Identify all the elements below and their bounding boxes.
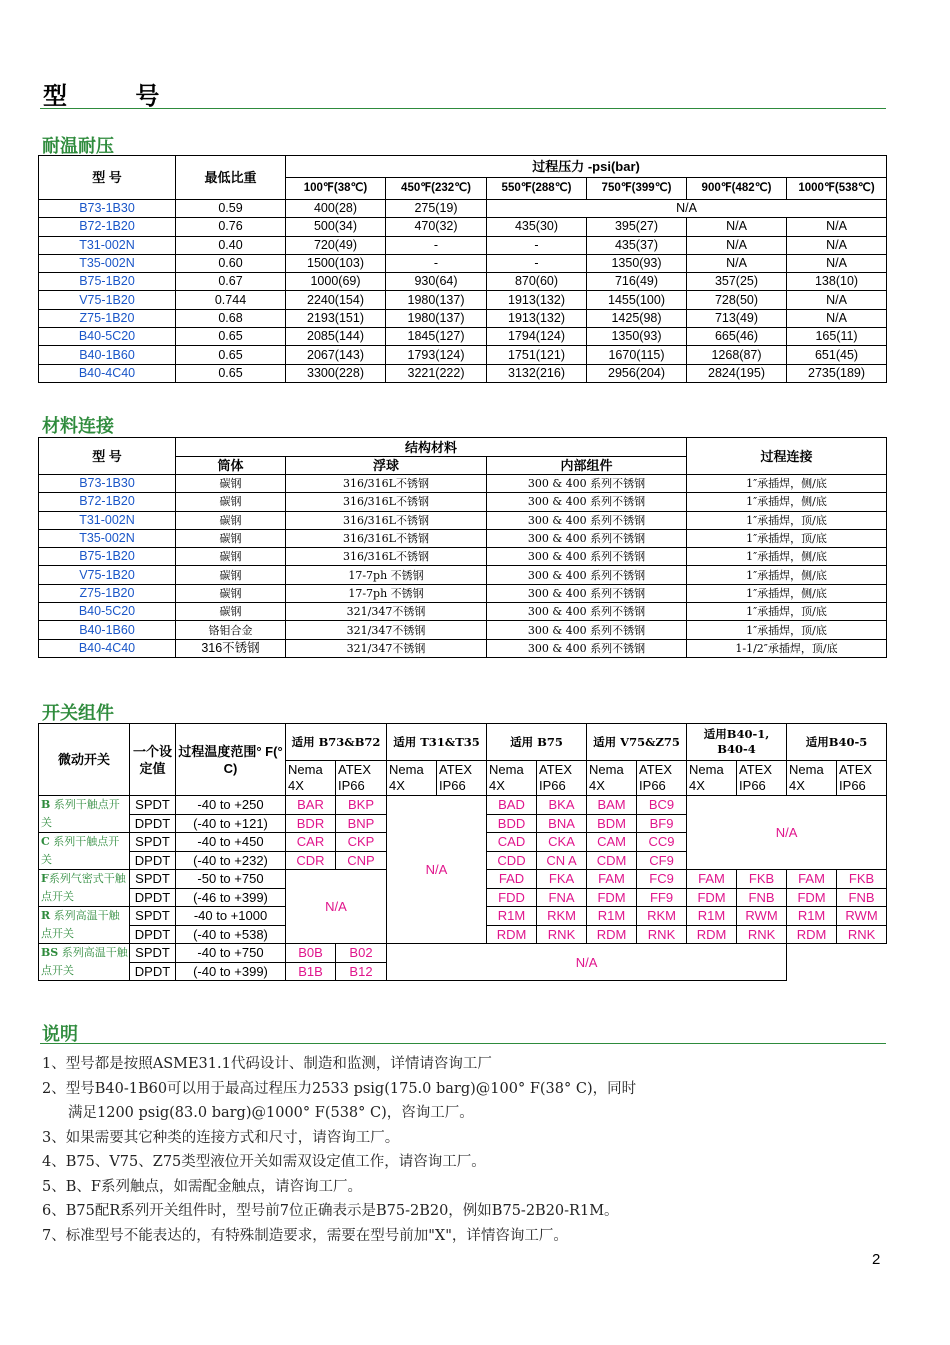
pressure-cell: 1845(127): [386, 328, 487, 346]
float-cell: 17-7ph 不锈钢: [286, 584, 487, 602]
temp-cell: -40 to +250: [176, 796, 286, 815]
atex-header: ATEX IP66: [437, 761, 487, 796]
code-cell: RNK: [837, 925, 887, 944]
body-cell: 铬钼合金: [176, 621, 286, 639]
code-cell: B0B: [286, 944, 336, 963]
code-cell: BF9: [637, 814, 687, 833]
table-row: [39, 291, 887, 309]
temp-cell: (-46 to +399): [176, 888, 286, 907]
code-cell: FNB: [737, 888, 787, 907]
notes-divider: [40, 1043, 886, 1044]
connection-cell: 1-1/2″承插焊，顶/底: [687, 639, 887, 657]
pressure-cell: N/A: [687, 236, 787, 254]
pole-cell: DPDT: [130, 888, 176, 907]
model-cell: T35-002N: [39, 254, 176, 272]
code-cell: R1M: [687, 907, 737, 926]
page-number: 2: [872, 1251, 881, 1268]
pole-cell: DPDT: [130, 962, 176, 981]
code-cell: FC9: [637, 870, 687, 889]
code-cell: BAM: [587, 796, 637, 815]
connection-cell: 1″承插焊，侧/底: [687, 566, 887, 584]
model-cell: B40-4C40: [39, 364, 176, 382]
pressure-cell: 1000(69): [286, 273, 386, 291]
body-cell: 碳钢: [176, 511, 286, 529]
header-setpoint: 一个设定值: [130, 724, 176, 796]
pressure-cell: 1980(137): [386, 309, 487, 327]
sg-cell: 0.65: [176, 346, 286, 364]
code-cell: CDR: [286, 851, 336, 870]
code-cell: FKA: [537, 870, 587, 889]
section-title-notes: 说明: [42, 1024, 78, 1044]
code-cell: BNP: [336, 814, 387, 833]
pressure-cell: 1268(87): [687, 346, 787, 364]
header-process-connection: 过程连接: [687, 438, 887, 475]
header-temp-range: 过程温度范围° F(° C): [176, 724, 286, 796]
code-cell: B1B: [286, 962, 336, 981]
code-cell: BNA: [537, 814, 587, 833]
code-cell: B02: [336, 944, 387, 963]
pressure-cell: 500(34): [286, 218, 386, 236]
nema-header: Nema 4X: [387, 761, 437, 796]
table-row: [39, 603, 887, 621]
model-cell: B40-1B60: [39, 621, 176, 639]
pressure-cell: 716(49): [587, 273, 687, 291]
internal-cell: 300 & 400 系列不锈钢: [487, 584, 687, 602]
model-cell: V75-1B20: [39, 566, 176, 584]
table-row: [39, 944, 887, 963]
table-row: [39, 584, 887, 602]
temp-header: 450℉(232℃): [386, 178, 487, 200]
internal-cell: 300 & 400 系列不锈钢: [487, 621, 687, 639]
nema-header: Nema 4X: [587, 761, 637, 796]
pressure-cell: 1670(115): [587, 346, 687, 364]
table-row: [39, 328, 887, 346]
code-cell: FDM: [787, 888, 837, 907]
pressure-cell: 2240(154): [286, 291, 386, 309]
table-row: [39, 493, 887, 511]
pressure-cell: 357(25): [687, 273, 787, 291]
code-cell: CAD: [487, 833, 537, 852]
model-cell: Z75-1B20: [39, 309, 176, 327]
pressure-cell: 165(11): [787, 328, 887, 346]
pole-cell: SPDT: [130, 833, 176, 852]
table-row: [39, 309, 887, 327]
model-cell: T35-002N: [39, 529, 176, 547]
internal-cell: 300 & 400 系列不锈钢: [487, 603, 687, 621]
internal-cell: 300 & 400 系列不锈钢: [487, 548, 687, 566]
header-float: 浮球: [286, 457, 487, 475]
code-cell: BDD: [487, 814, 537, 833]
code-cell: CDD: [487, 851, 537, 870]
pressure-cell: 930(64): [386, 273, 487, 291]
internal-cell: 300 & 400 系列不锈钢: [487, 511, 687, 529]
temp-cell: -40 to +1000: [176, 907, 286, 926]
code-cell: CKP: [336, 833, 387, 852]
code-cell: RKM: [537, 907, 587, 926]
table-row: [39, 346, 887, 364]
connection-cell: 1″承插焊，顶/底: [687, 511, 887, 529]
atex-header: ATEX IP66: [336, 761, 387, 796]
internal-cell: 300 & 400 系列不锈钢: [487, 493, 687, 511]
pole-cell: DPDT: [130, 925, 176, 944]
pressure-cell: 870(60): [487, 273, 587, 291]
table-row: [39, 621, 887, 639]
pressure-cell: -: [386, 254, 487, 272]
body-cell: 碳钢: [176, 566, 286, 584]
code-cell: FAD: [487, 870, 537, 889]
code-cell: BC9: [637, 796, 687, 815]
sg-cell: 0.65: [176, 364, 286, 382]
pressure-cell: 665(46): [687, 328, 787, 346]
pressure-cell: 2824(195): [687, 364, 787, 382]
table-row: [39, 273, 887, 291]
pressure-cell: -: [487, 254, 587, 272]
body-cell: 碳钢: [176, 603, 286, 621]
model-cell: B73-1B30: [39, 200, 176, 218]
code-cell: RNK: [737, 925, 787, 944]
group-header: 适用 B73&B72: [286, 724, 387, 761]
code-cell: FNA: [537, 888, 587, 907]
pressure-cell: N/A: [787, 291, 887, 309]
code-cell: FKB: [737, 870, 787, 889]
pressure-cell: 400(28): [286, 200, 386, 218]
pressure-cell: -: [386, 236, 487, 254]
temp-cell: (-40 to +399): [176, 962, 286, 981]
model-cell: B72-1B20: [39, 493, 176, 511]
float-cell: 316/316L不锈钢: [286, 475, 487, 493]
table-row: [39, 639, 887, 657]
pressure-cell: N/A: [687, 218, 787, 236]
na-cell: N/A: [687, 796, 887, 870]
connection-cell: 1″承插焊，顶/底: [687, 529, 887, 547]
code-cell: RDM: [587, 925, 637, 944]
code-cell: RNK: [537, 925, 587, 944]
sg-cell: 0.65: [176, 328, 286, 346]
note-item: 6、B75配R系列开关组件时，型号前7位正确表示是B75-2B20，例如B75-2B20-R1M。: [42, 1203, 619, 1219]
code-cell: RDM: [687, 925, 737, 944]
code-cell: FAM: [787, 870, 837, 889]
model-cell: B73-1B30: [39, 475, 176, 493]
group-header: 适用 B75: [487, 724, 587, 761]
code-cell: BAD: [487, 796, 537, 815]
group-header: 适用 V75&Z75: [587, 724, 687, 761]
pressure-cell: 3300(228): [286, 364, 386, 382]
code-cell: FF9: [637, 888, 687, 907]
pressure-cell: 3221(222): [386, 364, 487, 382]
pressure-cell: 435(37): [587, 236, 687, 254]
pressure-cell: 713(49): [687, 309, 787, 327]
header-struct-material: 结构材料: [176, 438, 687, 457]
pressure-cell-na: N/A: [487, 200, 887, 218]
header-internal: 内部组件: [487, 457, 687, 475]
model-cell: B75-1B20: [39, 273, 176, 291]
table-row: [39, 218, 887, 236]
pressure-cell: 1913(132): [487, 309, 587, 327]
note-item: 7、标准型号不能表达的，有特殊制造要求，需要在型号前加"X"，详情咨询工厂。: [42, 1227, 568, 1244]
notes-list: [42, 1052, 882, 1248]
code-cell: CNP: [336, 851, 387, 870]
body-cell: 碳钢: [176, 475, 286, 493]
note-item: 4、B75、V75、Z75类型液位开关如需双设定值工作，请咨询工厂。: [42, 1154, 486, 1170]
table-row: [39, 796, 887, 815]
code-cell: CAR: [286, 833, 336, 852]
float-cell: 321/347不锈钢: [286, 621, 487, 639]
note-item: 2、型号B40-1B60可以用于最高过程压力2533 psig(175.0 barg)@100° F(38° C)，同时: [42, 1080, 637, 1097]
nema-header: Nema 4X: [487, 761, 537, 796]
nema-header: Nema 4X: [286, 761, 336, 796]
table-row: [39, 475, 887, 493]
connection-cell: 1″承插焊，顶/底: [687, 603, 887, 621]
code-cell: FAM: [687, 870, 737, 889]
code-cell: CDM: [587, 851, 637, 870]
internal-cell: 300 & 400 系列不锈钢: [487, 529, 687, 547]
temp-header: 100℉(38℃): [286, 178, 386, 200]
pressure-cell: N/A: [787, 309, 887, 327]
code-cell: BKA: [537, 796, 587, 815]
temp-cell: (-40 to +538): [176, 925, 286, 944]
pressure-cell: 1350(93): [587, 328, 687, 346]
nema-header: Nema 4X: [687, 761, 737, 796]
sg-cell: 0.76: [176, 218, 286, 236]
materials-table: [38, 437, 887, 658]
code-cell: CKA: [537, 833, 587, 852]
model-cell: Z75-1B20: [39, 584, 176, 602]
pole-cell: SPDT: [130, 907, 176, 926]
model-cell: B72-1B20: [39, 218, 176, 236]
code-cell: CAM: [587, 833, 637, 852]
pole-cell: SPDT: [130, 870, 176, 889]
code-cell: FNB: [837, 888, 887, 907]
code-cell: CC9: [637, 833, 687, 852]
pressure-cell: 2067(143): [286, 346, 386, 364]
code-cell: RWM: [737, 907, 787, 926]
temp-cell: (-40 to +232): [176, 851, 286, 870]
temp-cell: -40 to +750: [176, 944, 286, 963]
pressure-cell: 1455(100): [587, 291, 687, 309]
pressure-cell: 728(50): [687, 291, 787, 309]
table-row: [39, 566, 887, 584]
connection-cell: 1″承插焊，侧/底: [687, 493, 887, 511]
pressure-cell: 720(49): [286, 236, 386, 254]
float-cell: 321/347不锈钢: [286, 639, 487, 657]
sg-cell: 0.68: [176, 309, 286, 327]
temp-cell: -50 to +750: [176, 870, 286, 889]
group-header: 适用B40-5: [787, 724, 887, 761]
note-item-continuation: 满足1200 psig(83.0 barg)@1000° F(538° C)，咨询工厂。: [68, 1105, 474, 1121]
connection-cell: 1″承插焊，顶/底: [687, 621, 887, 639]
pressure-cell: 1751(121): [487, 346, 587, 364]
code-cell: RDM: [487, 925, 537, 944]
body-cell: 碳钢: [176, 529, 286, 547]
table-row: [39, 254, 887, 272]
pressure-cell: 2956(204): [587, 364, 687, 382]
header-model: 型 号: [39, 156, 176, 200]
model-cell: T31-002N: [39, 511, 176, 529]
sg-cell: 0.59: [176, 200, 286, 218]
pressure-cell: 2085(144): [286, 328, 386, 346]
switch-type-r: R 系列高温干触点开关: [39, 907, 130, 944]
float-cell: 17-7ph 不锈钢: [286, 566, 487, 584]
pressure-cell: N/A: [687, 254, 787, 272]
code-cell: FDM: [687, 888, 737, 907]
code-cell: BDM: [587, 814, 637, 833]
pole-cell: SPDT: [130, 796, 176, 815]
header-model: 型 号: [39, 438, 176, 475]
atex-header: ATEX IP66: [637, 761, 687, 796]
pressure-cell: 470(32): [386, 218, 487, 236]
sg-cell: 0.67: [176, 273, 286, 291]
pressure-cell: 138(10): [787, 273, 887, 291]
model-cell: B40-4C40: [39, 639, 176, 657]
pole-cell: SPDT: [130, 944, 176, 963]
code-cell: CF9: [637, 851, 687, 870]
sg-cell: 0.40: [176, 236, 286, 254]
pressure-cell: 1980(137): [386, 291, 487, 309]
code-cell: BDR: [286, 814, 336, 833]
title-divider: [40, 108, 886, 109]
temp-pressure-table: [38, 155, 887, 383]
atex-header: ATEX IP66: [837, 761, 887, 796]
float-cell: 316/316L不锈钢: [286, 511, 487, 529]
code-cell: R1M: [487, 907, 537, 926]
atex-header: ATEX IP66: [737, 761, 787, 796]
code-cell: FAM: [587, 870, 637, 889]
code-cell: B12: [336, 962, 387, 981]
pressure-cell: 1350(93): [587, 254, 687, 272]
group-header: 适用B40-1, B40-4: [687, 724, 787, 761]
pressure-cell: 2735(189): [787, 364, 887, 382]
model-cell: B40-1B60: [39, 346, 176, 364]
table-row: [39, 548, 887, 566]
table-row: [39, 364, 887, 382]
model-cell: B75-1B20: [39, 548, 176, 566]
temp-cell: -40 to +450: [176, 833, 286, 852]
pressure-cell: 1425(98): [587, 309, 687, 327]
pressure-cell: N/A: [787, 218, 887, 236]
temp-header: 900℉(482℃): [687, 178, 787, 200]
header-switch: 微动开关: [39, 724, 130, 796]
float-cell: 316/316L不锈钢: [286, 529, 487, 547]
connection-cell: 1″承插焊，侧/底: [687, 475, 887, 493]
float-cell: 316/316L不锈钢: [286, 493, 487, 511]
header-process-pressure: 过程压力 -psi(bar): [286, 156, 887, 178]
switch-table: [38, 723, 887, 981]
pressure-cell: N/A: [787, 254, 887, 272]
sg-cell: 0.744: [176, 291, 286, 309]
pressure-cell: 1794(124): [487, 328, 587, 346]
pressure-cell: 2193(151): [286, 309, 386, 327]
float-cell: 321/347不锈钢: [286, 603, 487, 621]
note-item: 5、B、F系列触点，如需配金触点，请咨询工厂。: [42, 1178, 362, 1195]
na-cell: N/A: [387, 944, 787, 981]
note-item: 3、如果需要其它种类的连接方式和尺寸，请咨询工厂。: [42, 1129, 400, 1146]
code-cell: CN A: [537, 851, 587, 870]
code-cell: RWM: [837, 907, 887, 926]
pressure-cell: 3132(216): [487, 364, 587, 382]
switch-type-bs: BS 系列高温干触点开关: [39, 944, 130, 981]
temp-header: 750℉(399℃): [587, 178, 687, 200]
pressure-cell: 395(27): [587, 218, 687, 236]
page-title: 型 号: [43, 81, 190, 110]
atex-header: ATEX IP66: [537, 761, 587, 796]
code-cell: BAR: [286, 796, 336, 815]
section-title-materials: 材料连接: [42, 416, 114, 436]
code-cell: R1M: [587, 907, 637, 926]
body-cell: 碳钢: [176, 548, 286, 566]
pressure-cell: 1500(103): [286, 254, 386, 272]
header-min-sg: 最低比重: [176, 156, 286, 200]
table-row: [39, 236, 887, 254]
group-header: 适用 T31&T35: [387, 724, 487, 761]
table-row: [39, 200, 887, 218]
internal-cell: 300 & 400 系列不锈钢: [487, 475, 687, 493]
code-cell: BKP: [336, 796, 387, 815]
na-cell: N/A: [387, 796, 487, 944]
table-row: [39, 529, 887, 547]
body-cell: 碳钢: [176, 493, 286, 511]
pressure-cell: 651(45): [787, 346, 887, 364]
connection-cell: 1″承插焊，侧/底: [687, 548, 887, 566]
pressure-cell: 435(30): [487, 218, 587, 236]
nema-header: Nema 4X: [787, 761, 837, 796]
internal-cell: 300 & 400 系列不锈钢: [487, 639, 687, 657]
pole-cell: DPDT: [130, 814, 176, 833]
model-cell: B40-5C20: [39, 603, 176, 621]
body-cell: 碳钢: [176, 584, 286, 602]
pole-cell: DPDT: [130, 851, 176, 870]
float-cell: 316/316L不锈钢: [286, 548, 487, 566]
na-cell: N/A: [286, 870, 387, 944]
code-cell: RNK: [637, 925, 687, 944]
connection-cell: 1″承插焊，侧/底: [687, 584, 887, 602]
section-title-switches: 开关组件: [42, 703, 114, 723]
sg-cell: 0.60: [176, 254, 286, 272]
temp-cell: (-40 to +121): [176, 814, 286, 833]
pressure-cell: -: [487, 236, 587, 254]
code-cell: FKB: [837, 870, 887, 889]
temp-header: 550℉(288℃): [487, 178, 587, 200]
code-cell: RKM: [637, 907, 687, 926]
code-cell: R1M: [787, 907, 837, 926]
pressure-cell: 1793(124): [386, 346, 487, 364]
header-body: 筒体: [176, 457, 286, 475]
code-cell: FDD: [487, 888, 537, 907]
model-cell: V75-1B20: [39, 291, 176, 309]
pressure-cell: N/A: [787, 236, 887, 254]
switch-type-c: C 系列干触点开关: [39, 833, 130, 870]
temp-header: 1000℉(538℃): [787, 178, 887, 200]
switch-type-f: F系列气密式干触点开关: [39, 870, 130, 907]
internal-cell: 300 & 400 系列不锈钢: [487, 566, 687, 584]
pressure-cell: 275(19): [386, 200, 487, 218]
switch-type-b: B 系列干触点开关: [39, 796, 130, 833]
table-row: [39, 511, 887, 529]
pressure-cell: 1913(132): [487, 291, 587, 309]
model-cell: B40-5C20: [39, 328, 176, 346]
model-cell: T31-002N: [39, 236, 176, 254]
code-cell: FDM: [587, 888, 637, 907]
body-cell: 316不锈钢: [176, 639, 286, 657]
note-item: 1、型号都是按照ASME31.1代码设计、制造和监测，详情请咨询工厂: [42, 1056, 492, 1072]
code-cell: RDM: [787, 925, 837, 944]
section-title-temp-pressure: 耐温耐压: [42, 136, 114, 156]
